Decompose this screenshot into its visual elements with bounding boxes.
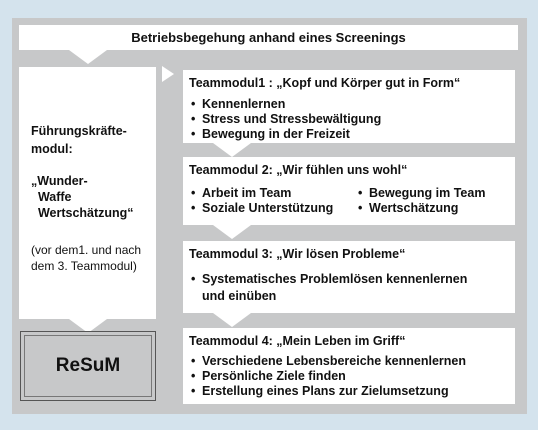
list-item: • Bewegung in der Freizeit bbox=[191, 127, 350, 141]
list-item: • Verschiedene Lebensbereiche kennenlernen bbox=[191, 354, 467, 368]
list-item: • Stress und Stressbewältigung bbox=[191, 112, 382, 126]
list-item: • Persönliche Ziele finden bbox=[191, 369, 346, 383]
list-item: • Arbeit im Team bbox=[191, 186, 292, 200]
list-item: • Wertschätzung bbox=[358, 201, 459, 215]
teammodul-4-list bbox=[191, 354, 466, 399]
teammodul-2-box bbox=[183, 157, 515, 225]
arrow-down-to-teammodul-3 bbox=[213, 225, 251, 239]
teammodul-3-box bbox=[183, 241, 515, 313]
fuehrungskraefte-modul-box bbox=[19, 67, 156, 319]
arrow-right-to-teammodul-1 bbox=[162, 66, 174, 82]
list-item: • Systematisches Problemlösen kennenlernen bbox=[191, 272, 468, 286]
resum-label: ReSuM bbox=[24, 335, 152, 397]
wunderwaffe-wertschaetzung-text: „Wunder- Waffe Wertschätzung“ bbox=[31, 174, 134, 220]
fuehrungskraefte-modul-title: Führungskräfte- modul: bbox=[31, 124, 127, 156]
arrow-down-to-fuehrungsmodul bbox=[69, 50, 107, 64]
teammodul-1-title: Teammodul1 : „Kopf und Körper gut in Form“ bbox=[189, 76, 461, 90]
teammodul-2-list-left bbox=[191, 186, 333, 216]
teammodul-3-title: Teammodul 3: „Wir lösen Probleme“ bbox=[189, 247, 406, 261]
list-item: • Bewegung im Team bbox=[358, 186, 486, 200]
teammodul-4-title: Teammodul 4: „Mein Leben im Griff“ bbox=[189, 334, 406, 348]
header-title: Betriebsbegehung anhand eines Screenings bbox=[131, 30, 406, 45]
teammodul-2-list-right bbox=[358, 186, 485, 216]
arrow-down-to-teammodul-2 bbox=[213, 143, 251, 157]
teammodul-4-box bbox=[183, 328, 515, 404]
list-item: • Erstellung eines Plans zur Zielumsetzung bbox=[191, 384, 449, 398]
header-box bbox=[19, 25, 518, 50]
resum-box bbox=[20, 331, 156, 401]
teammodul-3-list bbox=[191, 272, 467, 304]
teammodul-1-list bbox=[191, 97, 381, 142]
teammodul-1-box bbox=[183, 70, 515, 143]
list-item: • Soziale Unterstützung bbox=[191, 201, 334, 215]
schedule-note: (vor dem1. und nach dem 3. Teammodul) bbox=[31, 243, 142, 273]
teammodul-2-title: Teammodul 2: „Wir fühlen uns wohl“ bbox=[189, 163, 408, 177]
list-item: • Kennenlernen bbox=[191, 97, 286, 111]
arrow-down-to-teammodul-4 bbox=[213, 313, 251, 327]
list-item-continuation: und einüben bbox=[202, 289, 277, 303]
